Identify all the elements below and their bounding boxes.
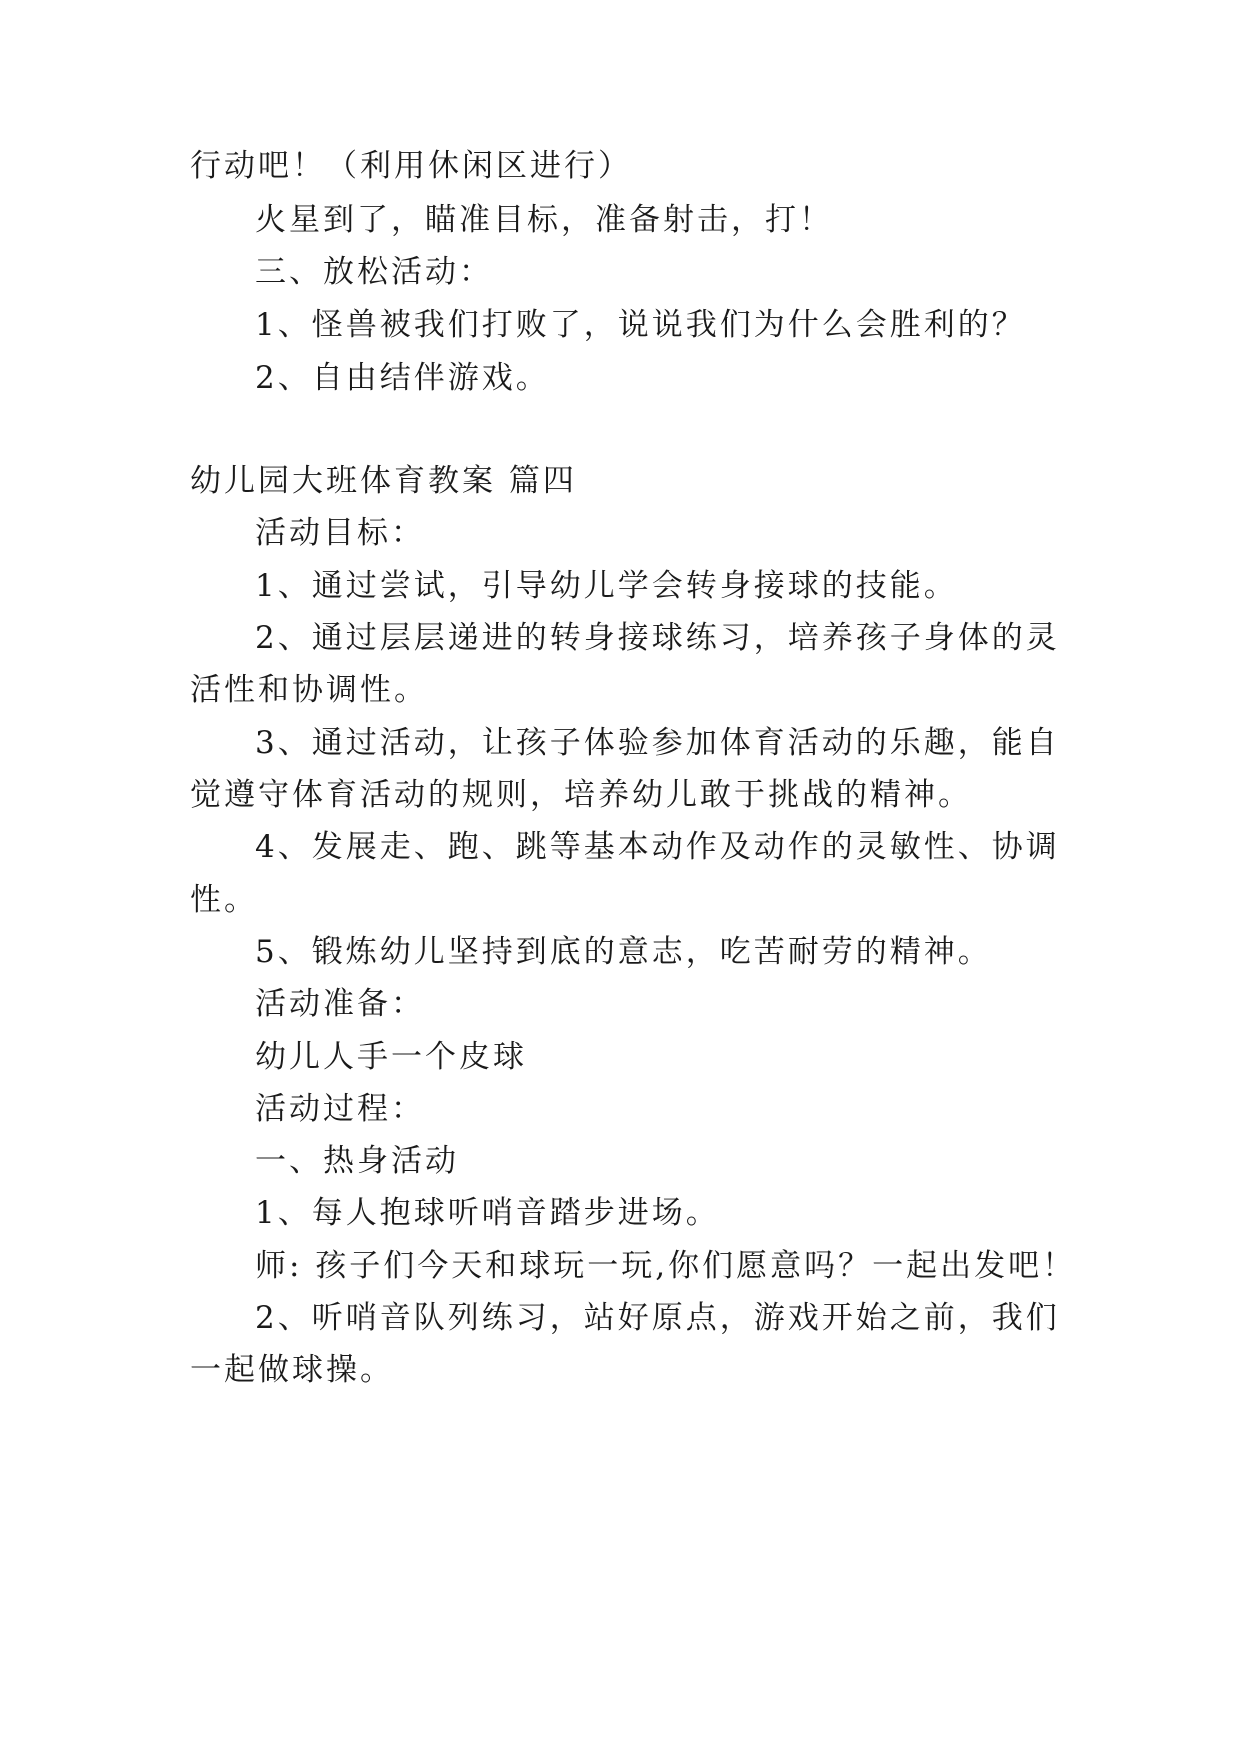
list-item: 1、每人抱球听哨音踏步进场。 xyxy=(255,1195,720,1231)
list-item: 1、通过尝试，引导幼儿学会转身接球的技能。 xyxy=(255,568,958,604)
list-item-continuation: 一起做球操。 xyxy=(190,1352,394,1388)
list-item: 4、发展走、跑、跳等基本动作及动作的灵敏性、协调 xyxy=(255,829,1060,865)
text-paragraph: 师: 孩子们今天和球玩一玩,你们愿意吗？一起出发吧！ xyxy=(255,1248,1077,1284)
list-item: 2、听哨音队列练习，站好原点，游戏开始之前，我们 xyxy=(255,1300,1060,1336)
subheading-goals: 活动目标： xyxy=(255,515,425,551)
list-item-continuation: 觉遵守体育活动的规则，培养幼儿敢于挑战的精神。 xyxy=(190,777,972,813)
list-item: 2、通过层层递进的转身接球练习，培养孩子身体的灵 xyxy=(255,620,1060,656)
subheading-warmup: 一、热身活动 xyxy=(255,1143,459,1179)
section-heading-relax: 三、放松活动： xyxy=(255,254,493,290)
list-item: 3、通过活动，让孩子体验参加体育活动的乐趣，能自 xyxy=(255,725,1060,761)
subheading-process: 活动过程： xyxy=(255,1091,425,1127)
text-paragraph: 火星到了，瞄准目标，准备射击，打！ xyxy=(255,202,833,238)
list-item-continuation: 性。 xyxy=(190,882,258,918)
list-item-continuation: 活性和协调性。 xyxy=(190,672,428,708)
list-item: 2、自由结伴游戏。 xyxy=(255,360,550,396)
list-item: 5、锻炼幼儿坚持到底的意志，吃苦耐劳的精神。 xyxy=(255,934,992,970)
text-line-continuation: 行动吧！（利用休闲区进行） xyxy=(190,148,632,184)
text-paragraph: 幼儿人手一个皮球 xyxy=(255,1039,527,1075)
subheading-preparation: 活动准备： xyxy=(255,986,425,1022)
section-title: 幼儿园大班体育教案 篇四 xyxy=(190,463,577,499)
list-item: 1、怪兽被我们打败了，说说我们为什么会胜利的？ xyxy=(255,307,1026,343)
